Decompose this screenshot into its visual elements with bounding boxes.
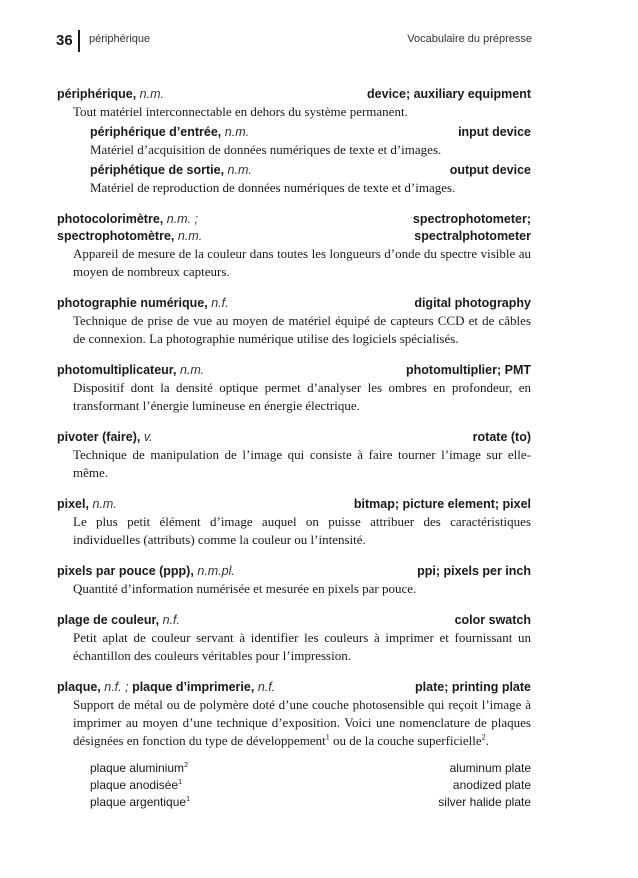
english-equivalent: color swatch <box>454 613 531 627</box>
french-term: plaque argentique <box>90 795 187 809</box>
term: périphérique, <box>57 87 137 101</box>
header-rule <box>78 30 80 52</box>
english-equivalent: spectrophotometer; <box>412 212 531 226</box>
term: périphérique d’entrée, <box>90 125 222 139</box>
english-equivalent: ppi; pixels per inch <box>417 564 531 578</box>
plate-type-list <box>90 760 531 811</box>
term: périphétique de sortie, <box>90 163 225 177</box>
english-equivalent: photomultiplier; PMT <box>406 363 531 377</box>
definition-text: . <box>485 733 489 748</box>
entry-headword <box>90 124 531 141</box>
grammar-label: n.m. <box>92 497 117 511</box>
list-item <box>90 794 531 811</box>
list-item <box>90 777 531 794</box>
glossary-entry <box>57 563 531 598</box>
grammar-label: n.m.pl. <box>197 564 235 578</box>
definition: Quantité d’information numérisée et mesurée en pixels par pouce. <box>73 581 417 596</box>
grammar-label: n.m. <box>179 363 205 377</box>
english-equivalent: bitmap; picture element; pixel <box>353 497 531 511</box>
english-equivalent: input device <box>458 125 531 139</box>
term: photomultiplicateur, <box>57 363 177 377</box>
entry-headword <box>57 211 531 228</box>
term: photocolorimètre, <box>57 212 164 226</box>
grammar-label: n.m. <box>227 163 252 177</box>
glossary-entry <box>57 211 531 281</box>
footnote-marker: 1 <box>186 796 190 803</box>
term-synonym: plaque d’imprimerie, <box>132 680 255 694</box>
glossary-content <box>57 86 531 825</box>
english-term: aluminum plate <box>449 761 531 775</box>
footnote-marker: 2 <box>481 732 486 742</box>
definition: Matériel de reproduction de données numériques de texte et d’images. <box>90 180 456 195</box>
definition-text: Support de métal ou de polymère doté d’une couche photosensible qui reçoit l’image à imprimer au moyen d’une technique d’exposition. Voici une nomenclature de plaques désignées en fonction du type de développement <box>73 697 531 748</box>
french-term: plaque anodisée <box>90 778 179 792</box>
definition: Dispositif dont la densité optique permet d’analyser les ombres en profondeur, en transformant l’énergie lumineuse en énergie électrique. <box>73 380 531 413</box>
english-equivalent: output device <box>449 163 531 177</box>
grammar-label: n.m. <box>177 229 203 243</box>
entry-headword <box>57 429 531 446</box>
glossary-entry <box>57 295 531 348</box>
term: pivoter (faire), <box>57 430 141 444</box>
term: plaque, <box>57 680 101 694</box>
glossary-entry <box>57 679 531 811</box>
definition-text: ou de la couche superficielle <box>329 733 482 748</box>
grammar-label: n.f. <box>257 680 276 694</box>
english-equivalent: plate; printing plate <box>415 680 531 694</box>
entry-headword <box>57 86 531 103</box>
grammar-label: n.m. <box>139 87 164 101</box>
entry-headword <box>57 563 531 580</box>
glossary-entry <box>57 362 531 415</box>
running-header <box>0 30 638 56</box>
glossary-entry <box>57 496 531 549</box>
sub-entry <box>90 124 531 159</box>
term: plage de couleur, <box>57 613 160 627</box>
definition: Matériel d’acquisition de données numériques de texte et d’images. <box>90 142 442 157</box>
definition: Technique de manipulation de l’image qui consiste à faire tourner l’image sur elle-même. <box>73 447 531 480</box>
entry-headword <box>57 496 531 513</box>
term: photographie numérique, <box>57 296 208 310</box>
grammar-label: n.f. ; <box>104 680 129 694</box>
entry-headword-synonym <box>57 228 531 245</box>
grammar-label: n.m. <box>224 125 250 139</box>
footnote-marker: 1 <box>178 779 182 786</box>
term: spectrophotomètre, <box>57 229 175 243</box>
definition: Petit aplat de couleur servant à identifier les couleurs à imprimer et fournissant un échantillon des couleurs véritables pour l’impression. <box>73 630 531 663</box>
definition <box>73 696 531 750</box>
definition: Tout matériel interconnectable en dehors du système permanent. <box>73 104 408 119</box>
grammar-label: n.f. <box>211 296 229 310</box>
glossary-entry <box>57 86 531 197</box>
entry-headword <box>57 362 531 379</box>
term: pixels par pouce (ppp), <box>57 564 194 578</box>
definition: Appareil de mesure de la couleur dans toutes les longueurs d’onde du spectre visible au moyen de nombreux capteurs. <box>73 246 531 279</box>
header-right-title: Vocabulaire du prépresse <box>407 33 532 45</box>
glossary-entry <box>57 429 531 482</box>
english-equivalent: spectralphotometer <box>414 229 531 243</box>
glossary-entry <box>57 612 531 665</box>
grammar-label: v. <box>143 430 153 444</box>
header-left-title: périphérique <box>89 33 151 45</box>
footnote-marker: 1 <box>325 732 330 742</box>
term: pixel, <box>57 497 89 511</box>
entry-headword <box>90 162 531 179</box>
sub-entry <box>90 162 531 197</box>
definition: Le plus petit élément d’image auquel on puisse attribuer des caractéristiques individuelles (attributs) comme la couleur ou l’intensité. <box>73 514 531 547</box>
grammar-label: n.m. ; <box>166 212 199 226</box>
english-equivalent: digital photography <box>414 296 531 310</box>
english-equivalent: rotate (to) <box>472 430 531 444</box>
entry-headword <box>57 679 531 696</box>
french-term: plaque aluminium <box>90 761 185 775</box>
footnote-marker: 2 <box>184 762 188 769</box>
english-term: silver halide plate <box>438 795 531 809</box>
entry-headword <box>57 295 531 312</box>
english-term: anodized plate <box>452 778 531 792</box>
english-equivalent: device; auxiliary equipment <box>367 87 531 101</box>
grammar-label: n.f. <box>162 613 180 627</box>
definition: Technique de prise de vue au moyen de matériel équipé de capteurs CCD et de câbles de connexion. La photographie numérique utilise des logiciels spécialisés. <box>73 313 531 346</box>
entry-headword <box>57 612 531 629</box>
page-number: 36 <box>56 32 73 49</box>
list-item <box>90 760 531 777</box>
